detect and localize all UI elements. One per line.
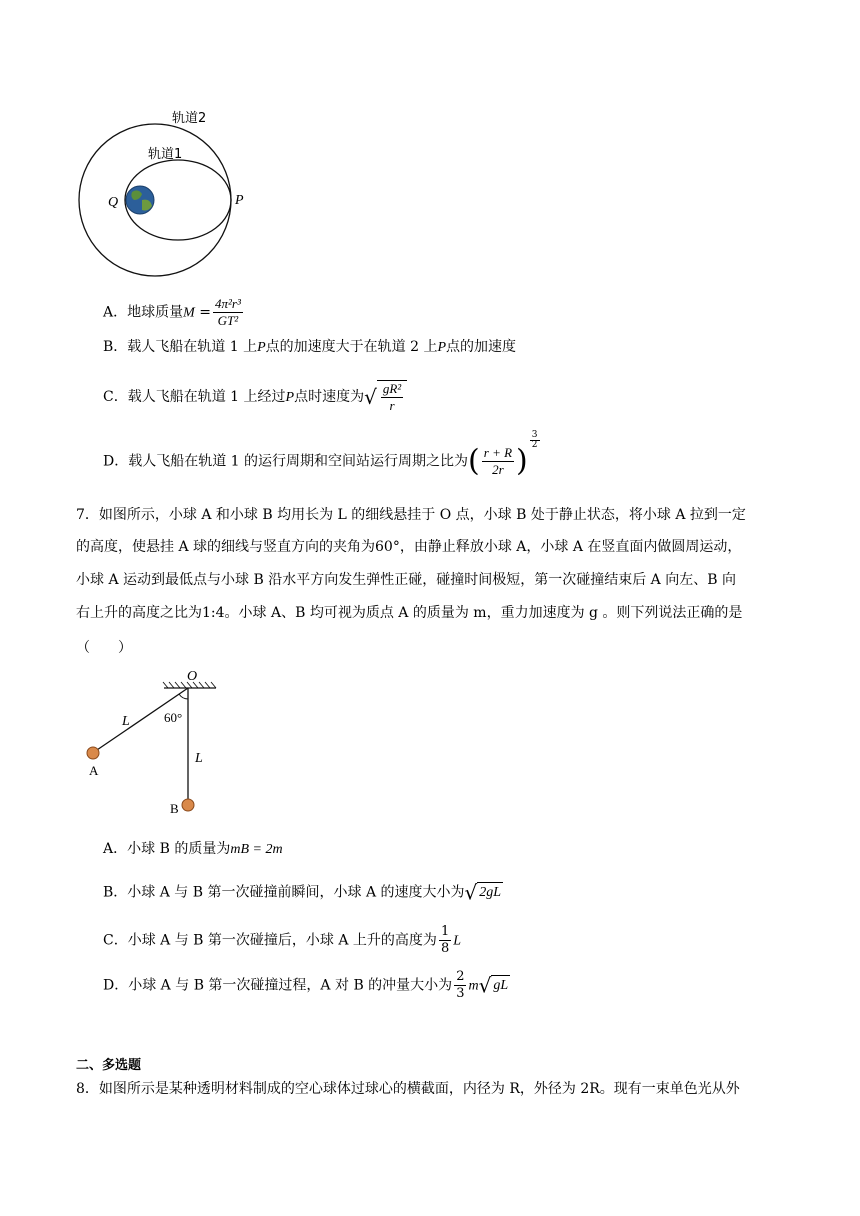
q7-option-a: A．小球 B 的质量为mB = 2m: [103, 841, 283, 857]
point-q-label: Q: [108, 195, 119, 210]
q7-stem-line4: 右上升的高度之比为1:4。小球 A、B 均可视为质点 A 的质量为 m，重力加速度为 g 。则下列说法正确的是: [76, 605, 743, 621]
section-title: 二、多选题: [76, 1058, 142, 1073]
q7-option-b: B．小球 A 与 B 第一次碰撞前瞬间，小球 A 的速度大小为√ 2gL: [103, 880, 502, 905]
ball-b-label: B: [170, 801, 179, 816]
q7-stem-line3: 小球 A 运动到最低点与小球 B 沿水平方向发生弹性正碰，碰撞时间极短，第一次碰撞结束后 A 向左、B 向: [76, 572, 736, 588]
q7-stem-line2: 的高度，使悬挂 A 球的细线与竖直方向的夹角为60°，由静止释放小球 A，小球 A 在竖直面内做圆周运动，: [76, 539, 742, 555]
orbit-figure: [72, 100, 272, 290]
orbit-1-label: 轨道1: [148, 147, 183, 162]
q7-option-c: C．小球 A 与 B 第一次碰撞后，小球 A 上升的高度为 $\frac{1}{8}$ L: [103, 924, 462, 956]
ball-a: [87, 747, 99, 759]
q6-option-d: D．载人飞船在轨道 1 的运行周期和空间站运行周期之比为( $\frac{r + R}{2r}$ ) $\frac{3}{2}$: [103, 430, 538, 479]
q6-option-c: C．载人飞船在轨道 1 上经过P点时速度为√ $\frac{\text{gR²}}{r}$: [103, 380, 407, 414]
pendulum-figure: [80, 670, 240, 820]
length-label-a: L: [122, 714, 130, 729]
point-p-label: P: [235, 193, 244, 208]
q8-stem: 8．如图所示是某种透明材料制成的空心球体过球心的横截面，内径为 R，外径为 2R。现有一束单色光从外: [76, 1081, 740, 1097]
orbit-2-label: 轨道2: [172, 111, 207, 126]
mass-fraction: $\frac{\text{4π²r³}}{\text{GT²}}$: [214, 296, 241, 328]
q6-option-b: B．载人飞船在轨道 1 上P点的加速度大于在轨道 2 上P点的加速度: [103, 339, 517, 355]
ball-a-label: A: [89, 763, 99, 778]
point-o-label: O: [187, 670, 198, 684]
earth-icon: [126, 186, 154, 214]
velocity-sqrt: √ $\frac{\text{gR²}}{r}$: [364, 380, 407, 414]
q6-option-a: A．地球质量M = $\frac{\text{4π²r³}}{\text{GT²}}$: [103, 296, 241, 328]
angle-label: 60°: [164, 710, 183, 725]
q7-stem-line1: 7．如图所示，小球 A 和小球 B 均用长为 L 的细线悬挂于 O 点，小球 B 处于静止状态，将小球 A 拉到一定: [76, 507, 746, 523]
q7-option-d: D．小球 A 与 B 第一次碰撞过程，A 对 B 的冲量大小为 $\frac{2}{3}$ m√ gL: [103, 969, 509, 1001]
ball-b: [182, 799, 194, 811]
q7-stem-line5: （ ）: [76, 640, 132, 656]
length-label-b: L: [195, 751, 203, 766]
